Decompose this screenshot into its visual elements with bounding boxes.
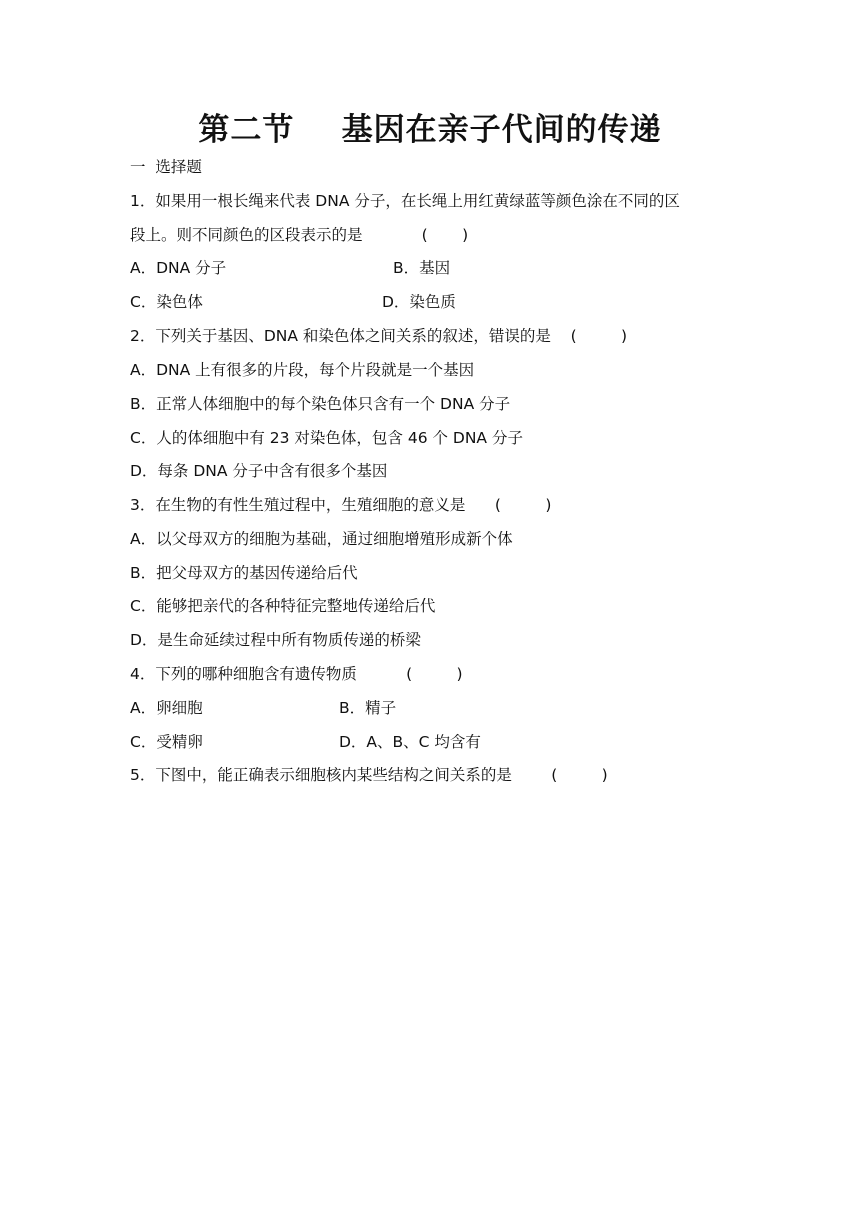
page-title: 第二节 基因在亲子代间的传递 [198, 112, 662, 148]
question-4-option-a: A．卵细胞 [130, 699, 203, 717]
section-heading: 一 选择题 [130, 158, 202, 176]
question-2-option-b: B．正常人体细胞中的每个染色体只含有一个 DNA 分子 [130, 395, 511, 413]
question-5-stem: 5．下图中，能正确表示细胞核内某些结构之间关系的是 ( ) [130, 766, 608, 784]
question-3-stem: 3．在生物的有性生殖过程中，生殖细胞的意义是 ( ) [130, 496, 552, 514]
question-3-option-b: B．把父母双方的基因传递给后代 [130, 564, 358, 582]
question-4-option-d: D．A、B、C 均含有 [339, 733, 481, 751]
question-4-option-c: C．受精卵 [130, 733, 203, 751]
question-3-option-a: A．以父母双方的细胞为基础，通过细胞增殖形成新个体 [130, 530, 513, 548]
question-3-option-c: C．能够把亲代的各种特征完整地传递给后代 [130, 597, 436, 615]
question-1-option-d: D．染色质 [382, 293, 456, 311]
question-2-stem: 2．下列关于基因、DNA 和染色体之间关系的叙述，错误的是 ( ) [130, 327, 628, 345]
question-3-option-d: D．是生命延续过程中所有物质传递的桥梁 [130, 631, 421, 649]
question-1-option-c: C．染色体 [130, 293, 203, 311]
question-1-option-b: B．基因 [393, 259, 451, 277]
question-4-stem: 4．下列的哪种细胞含有遗传物质 ( ) [130, 665, 463, 683]
question-2-option-d: D．每条 DNA 分子中含有很多个基因 [130, 462, 388, 480]
question-1-stem-line-2: 段上。则不同颜色的区段表示的是 ( ) [130, 226, 469, 244]
question-1-option-a: A．DNA 分子 [130, 259, 227, 277]
question-2-option-a: A．DNA 上有很多的片段，每个片段就是一个基因 [130, 361, 475, 379]
question-4-option-b: B．精子 [339, 699, 397, 717]
question-1-stem-line-1: 1．如果用一根长绳来代表 DNA 分子，在长绳上用红黄绿蓝等颜色涂在不同的区 [130, 192, 680, 210]
question-2-option-c: C．人的体细胞中有 23 对染色体，包含 46 个 DNA 分子 [130, 429, 523, 447]
